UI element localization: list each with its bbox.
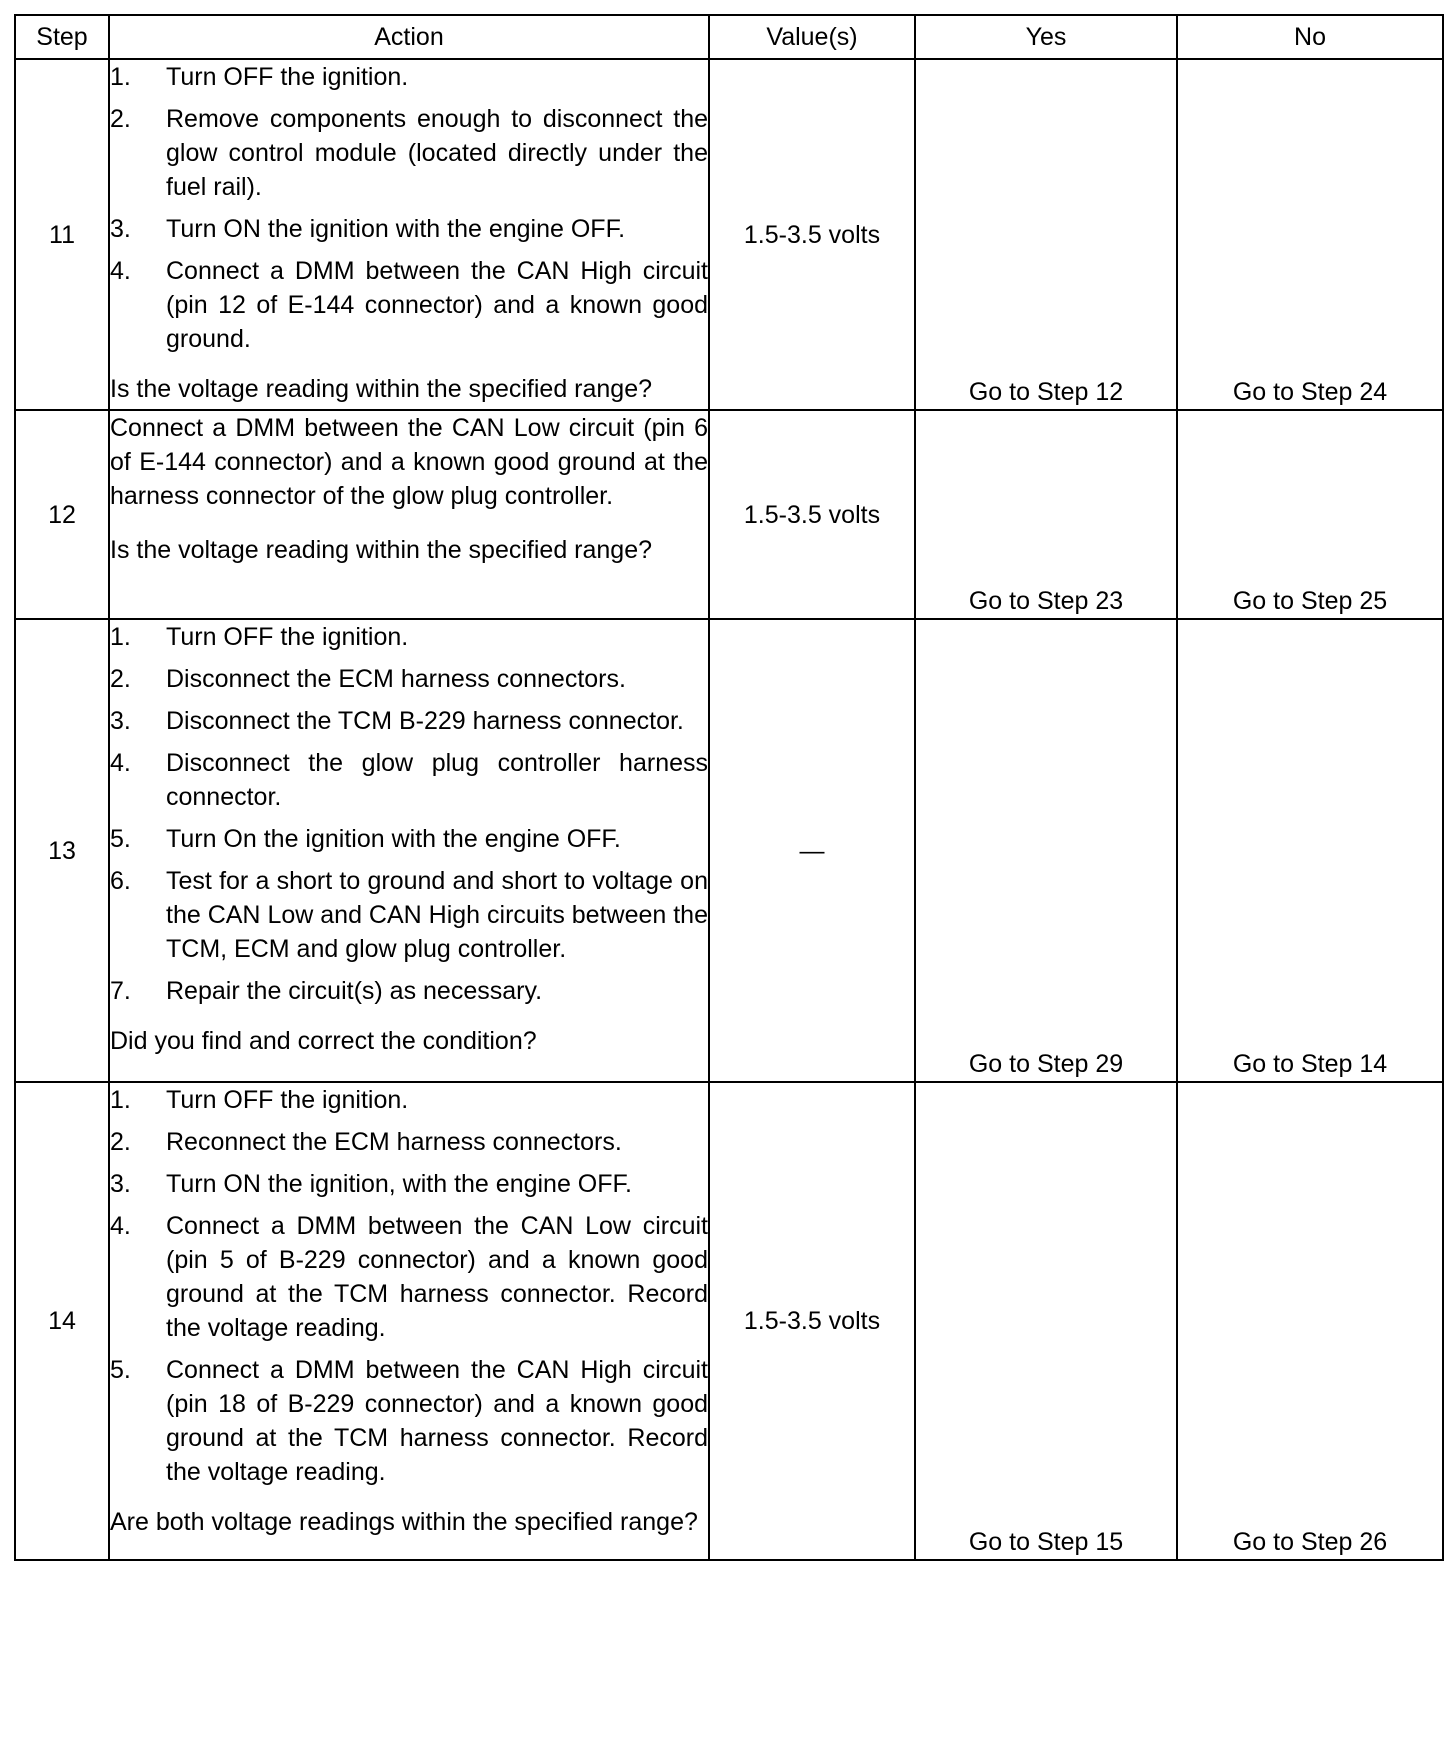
header-action: Action xyxy=(109,15,709,59)
list-item: 3. Disconnect the TCM B-229 harness connector. xyxy=(110,707,684,735)
table-row xyxy=(15,59,1443,410)
yes-cell: Go to Step 12 xyxy=(915,59,1177,410)
list-item: 4. Connect a DMM between the CAN High circuit (pin 12 of E-144 connector) and a known good ground. xyxy=(110,257,708,353)
header-row xyxy=(15,15,1443,59)
list-item: 7. Repair the circuit(s) as necessary. xyxy=(110,977,543,1005)
no-cell: Go to Step 24 xyxy=(1177,59,1443,410)
value-cell: 1.5-3.5 volts xyxy=(709,59,915,410)
header-no: No xyxy=(1177,15,1443,59)
list-item: 2. Reconnect the ECM harness connectors. xyxy=(110,1128,622,1156)
value-cell: — xyxy=(709,619,915,1082)
header-yes: Yes xyxy=(915,15,1177,59)
list-item: 1. Turn OFF the ignition. xyxy=(110,63,409,91)
header-values: Value(s) xyxy=(709,15,915,59)
no-cell: Go to Step 14 xyxy=(1177,619,1443,1082)
table-row xyxy=(15,410,1443,619)
list-item: 6. Test for a short to ground and short to voltage on the CAN Low and CAN High circuits between the TCM, ECM and glow plug controller. xyxy=(110,867,708,963)
list-item: 1. Turn OFF the ignition. xyxy=(110,1086,409,1114)
action-paragraph: Connect a DMM between the CAN Low circuit (pin 6 of E-144 connector) and a known good ground at the harness connector of the glow plug controller. xyxy=(110,414,708,510)
action-cell xyxy=(109,619,709,1082)
action-cell xyxy=(109,59,709,410)
yes-cell: Go to Step 15 xyxy=(915,1082,1177,1560)
list-item: 2. Disconnect the ECM harness connectors. xyxy=(110,665,626,693)
table-row xyxy=(15,619,1443,1082)
step-number: 11 xyxy=(15,59,109,410)
no-cell: Go to Step 26 xyxy=(1177,1082,1443,1560)
list-item: 5. Turn On the ignition with the engine OFF. xyxy=(110,825,621,853)
step-number: 13 xyxy=(15,619,109,1082)
yes-cell: Go to Step 23 xyxy=(915,410,1177,619)
action-question: Are both voltage readings within the specified range? xyxy=(110,1508,698,1536)
header-step: Step xyxy=(15,15,109,59)
list-item: 2. Remove components enough to disconnect the glow control module (located directly under the fuel rail). xyxy=(110,105,708,201)
action-list xyxy=(110,1083,708,1489)
yes-cell: Go to Step 29 xyxy=(915,619,1177,1082)
action-cell xyxy=(109,1082,709,1560)
no-cell: Go to Step 25 xyxy=(1177,410,1443,619)
list-item: 4. Disconnect the glow plug controller harness connector. xyxy=(110,749,708,811)
action-question: Did you find and correct the condition? xyxy=(110,1027,537,1055)
value-cell: 1.5-3.5 volts xyxy=(709,1082,915,1560)
list-item: 3. Turn ON the ignition with the engine OFF. xyxy=(110,215,626,243)
list-item: 3. Turn ON the ignition, with the engine OFF. xyxy=(110,1170,632,1198)
list-item: 5. Connect a DMM between the CAN High circuit (pin 18 of B-229 connector) and a known good ground at the TCM harness connector. Record the voltage reading. xyxy=(110,1356,708,1486)
diagnostic-table xyxy=(14,14,1444,1561)
action-question: Is the voltage reading within the specified range? xyxy=(110,375,653,403)
action-cell xyxy=(109,410,709,619)
step-number: 12 xyxy=(15,410,109,619)
action-list xyxy=(110,620,708,1008)
step-number: 14 xyxy=(15,1082,109,1560)
action-question: Is the voltage reading within the specified range? xyxy=(110,536,653,564)
table-row xyxy=(15,1082,1443,1560)
value-cell: 1.5-3.5 volts xyxy=(709,410,915,619)
list-item: 1. Turn OFF the ignition. xyxy=(110,623,409,651)
list-item: 4. Connect a DMM between the CAN Low circuit (pin 5 of B-229 connector) and a known good ground at the TCM harness connector. Record the voltage reading. xyxy=(110,1212,708,1342)
action-list xyxy=(110,60,708,356)
